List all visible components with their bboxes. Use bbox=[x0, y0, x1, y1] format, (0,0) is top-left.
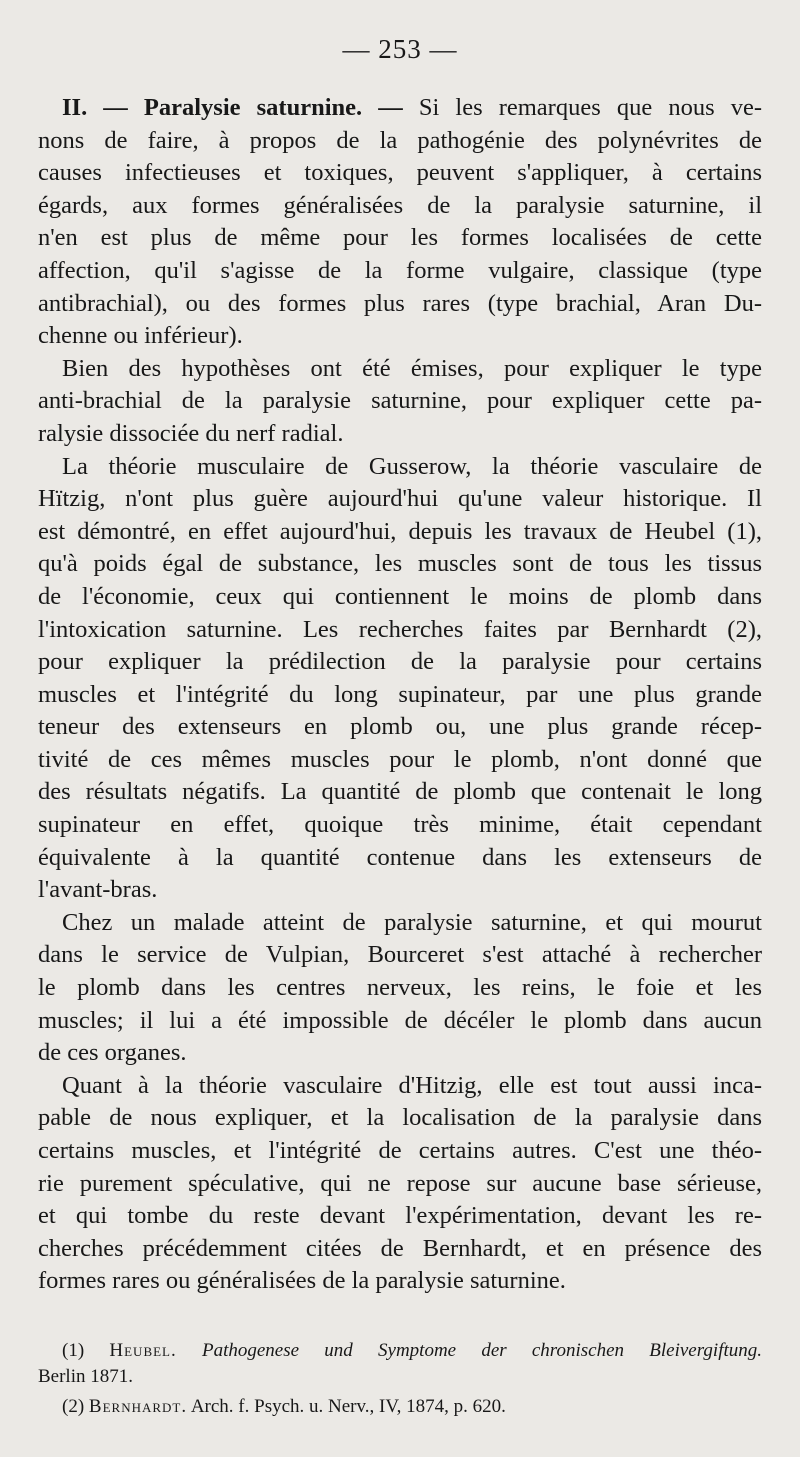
text-line: et qui tombe du reste devant l'expérimentation, devant les re- bbox=[38, 1202, 762, 1230]
text-line: cherches précédemment citées de Bernhardt, et en présence des bbox=[38, 1234, 762, 1262]
footnote-line bbox=[38, 1338, 762, 1364]
text-line: nons de faire, à propos de la pathogénie des polynévrites de bbox=[38, 126, 762, 154]
text-line: l'intoxication saturnine. Les recherches faites par Bernhardt (2), bbox=[38, 615, 762, 643]
text-line: le plomb dans les centres nerveux, les reins, le foie et les bbox=[38, 974, 762, 1002]
text-line: antibrachial), ou des formes plus rares (type brachial, Aran Du- bbox=[38, 289, 762, 317]
text-line: causes infectieuses et toxiques, peuvent s'appliquer, à certains bbox=[38, 159, 762, 187]
footnote-marker: (1) bbox=[62, 1340, 85, 1361]
body-text bbox=[38, 92, 762, 1298]
text-line: Hïtzig, n'ont plus guère aujourd'hui qu'une valeur historique. Il bbox=[38, 485, 762, 513]
text-line: Chez un malade atteint de paralysie saturnine, et qui mourut bbox=[62, 908, 762, 936]
text-line: est démontré, en effet aujourd'hui, depuis les travaux de Heubel (1), bbox=[38, 517, 762, 545]
paragraph-3 bbox=[38, 451, 762, 907]
text-line: chenne ou inférieur). bbox=[38, 322, 243, 350]
text-line: rie purement spéculative, qui ne repose sur aucune base sérieuse, bbox=[38, 1169, 762, 1197]
footnote-author: Heubel. bbox=[109, 1340, 177, 1361]
text-line: l'avant-bras. bbox=[38, 876, 158, 904]
footnote-2 bbox=[38, 1394, 762, 1420]
text-line: muscles et l'intégrité du long supinateur, par une plus grande bbox=[38, 680, 762, 708]
footnote-line: Berlin 1871. bbox=[38, 1366, 133, 1387]
text-line: de l'économie, ceux qui contiennent le moins de plomb dans bbox=[38, 582, 762, 610]
paragraph-4 bbox=[38, 907, 762, 1070]
text-line: Bien des hypothèses ont été émises, pour expliquer le type bbox=[62, 354, 762, 382]
text-line: qu'à poids égal de substance, les muscles sont de tous les tissus bbox=[38, 550, 762, 578]
footnote-title: Pathogenese und Symptome der chronischen Bleivergiftung. bbox=[201, 1340, 763, 1361]
text-line: équivalente à la quantité contenue dans les extenseurs de bbox=[38, 843, 762, 871]
text-run: Si les remarques que nous ve- bbox=[418, 94, 762, 121]
text-line: affection, qu'il s'agisse de la forme vulgaire, classique (type bbox=[38, 256, 762, 284]
text-line: certains muscles, et l'intégrité de certains autres. C'est une théo- bbox=[38, 1137, 762, 1164]
paragraph-5 bbox=[38, 1070, 762, 1298]
footnote-reference: Arch. f. Psych. u. Nerv., IV, 1874, p. 620. bbox=[190, 1396, 506, 1417]
text-line: La théorie musculaire de Gusserow, la théorie vasculaire de bbox=[62, 452, 762, 480]
text-line bbox=[38, 92, 762, 125]
text-line: pour expliquer la prédilection de la paralysie pour certains bbox=[38, 648, 762, 676]
text-line: des résultats négatifs. La quantité de plomb que contenait le long bbox=[38, 778, 762, 806]
text-line: supinateur en effet, quoique très minime, était cependant bbox=[38, 811, 762, 839]
section-heading: II. — Paralysie saturnine. — bbox=[62, 94, 403, 121]
text-line: n'en est plus de même pour les formes localisées de cette bbox=[38, 224, 762, 252]
text-line: tivité de ces mêmes muscles pour le plomb, n'ont donné que bbox=[38, 745, 762, 773]
text-line: dans le service de Vulpian, Bourceret s'est attaché à rechercher bbox=[38, 941, 762, 969]
text-line: pable de nous expliquer, et la localisation de la paralysie dans bbox=[38, 1104, 762, 1132]
text-line: ralysie dissociée du nerf radial. bbox=[38, 419, 344, 447]
footnotes bbox=[38, 1338, 762, 1424]
page-number: — 253 — bbox=[342, 34, 458, 64]
footnote-line bbox=[38, 1394, 762, 1420]
footnote-1 bbox=[38, 1338, 762, 1390]
footnote-author: Bernhardt. bbox=[88, 1396, 188, 1417]
text-line: formes rares ou généralisées de la paralysie saturnine. bbox=[38, 1267, 566, 1295]
paragraph-1 bbox=[38, 92, 762, 353]
text-line: anti-brachial de la paralysie saturnine, pour expliquer cette pa- bbox=[38, 387, 762, 415]
text-line: muscles; il lui a été impossible de décéler le plomb dans aucun bbox=[38, 1006, 762, 1034]
text-line: teneur des extenseurs en plomb ou, une plus grande récep- bbox=[38, 713, 762, 741]
text-line: Quant à la théorie vasculaire d'Hitzig, elle est tout aussi inca- bbox=[62, 1071, 762, 1099]
text-line: égards, aux formes généralisées de la paralysie saturnine, il bbox=[38, 191, 762, 219]
text-line: de ces organes. bbox=[38, 1039, 187, 1067]
footnote-marker: (2) bbox=[62, 1396, 85, 1417]
paragraph-2 bbox=[38, 353, 762, 451]
